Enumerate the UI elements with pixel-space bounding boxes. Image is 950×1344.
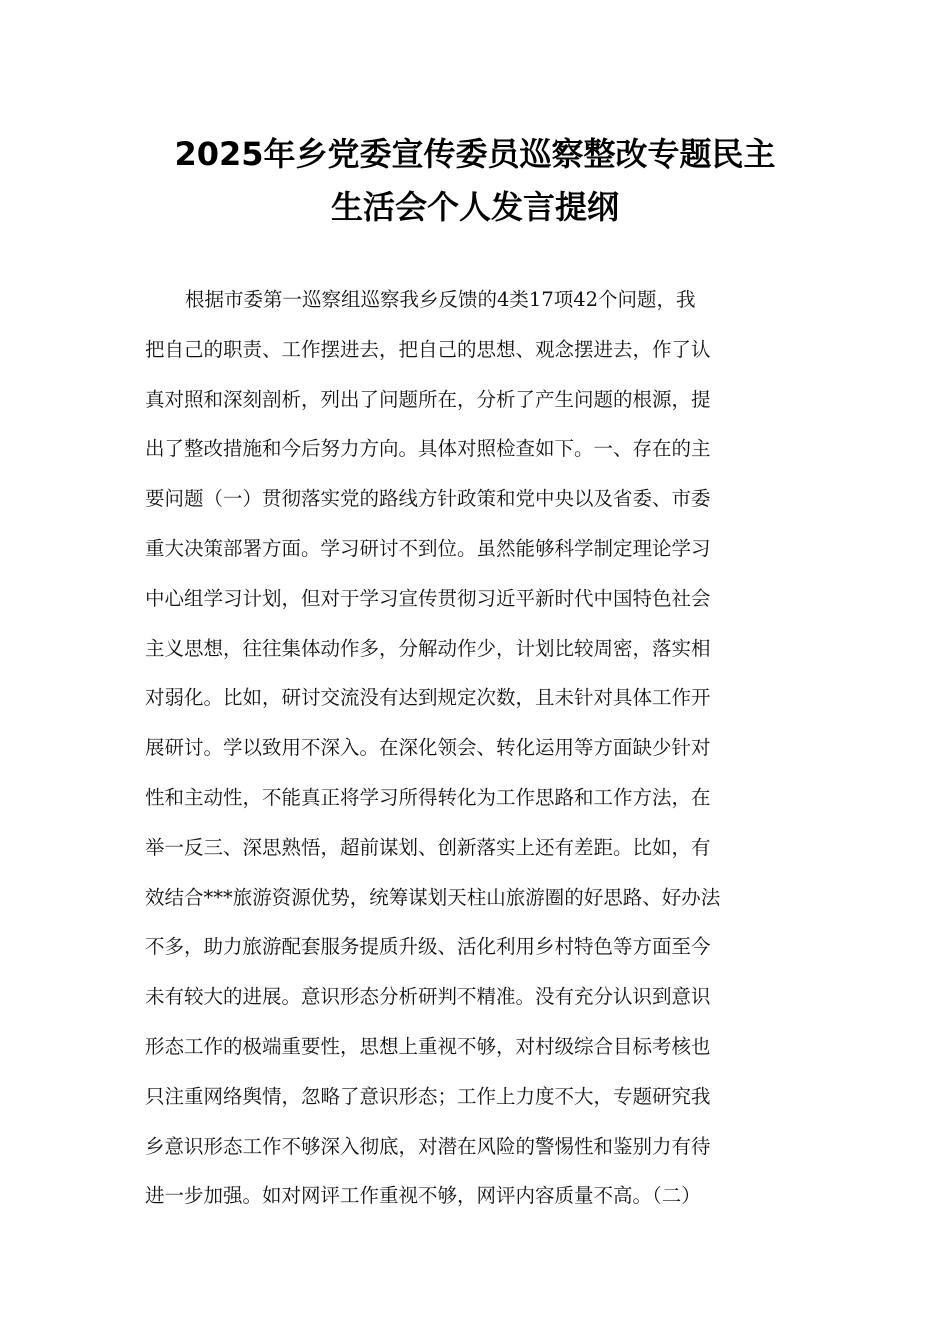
body-line-12: 举一反三、深思熟悟，超前谋划、创新落实上还有差距。比如，有 — [145, 835, 711, 859]
body-line-11: 性和主动性，不能真正将学习所得转化为工作思路和工作方法，在 — [145, 785, 711, 809]
body-line-7: 中心组学习计划，但对于学习宣传贯彻习近平新时代中国特色社会 — [145, 586, 711, 610]
document-title — [120, 128, 830, 234]
document-body — [145, 275, 805, 1221]
body-line-8: 主义思想，往往集体动作多，分解动作少，计划比较周密，落实相 — [145, 636, 711, 660]
body-line-13: 效结合***旅游资源优势，统筹谋划天柱山旅游圈的好思路、好办法 — [145, 885, 721, 909]
body-line-18: 乡意识形态工作不够深入彻底，对潜在风险的警惕性和鉴别力有待 — [145, 1134, 711, 1158]
body-line-15: 未有较大的进展。意识形态分析研判不精准。没有充分认识到意识 — [145, 985, 711, 1009]
body-line-9: 对弱化。比如，研讨交流没有达到规定次数，且未针对具体工作开 — [145, 686, 711, 710]
body-line-19: 进一步加强。如对网评工作重视不够，网评内容质量不高。（二） — [145, 1184, 701, 1208]
body-line-16: 形态工作的极端重要性，思想上重视不够，对村级综合目标考核也 — [145, 1034, 711, 1058]
body-line-14: 不多，助力旅游配套服务提质升级、活化利用乡村特色等方面至今 — [145, 935, 711, 959]
body-line-6: 重大决策部署方面。学习研讨不到位。虽然能够科学制定理论学习 — [145, 536, 711, 560]
body-line-3: 真对照和深刻剖析，列出了问题所在，分析了产生问题的根源，提 — [145, 387, 711, 411]
body-line-5: 要问题（一）贯彻落实党的路线方针政策和党中央以及省委、市委 — [145, 487, 711, 511]
body-line-1: 根据市委第一巡察组巡察我乡反馈的4类17项42个问题，我 — [185, 288, 696, 311]
title-line-1: 2025年乡党委宣传委员巡察整改专题民主 — [174, 135, 776, 173]
body-line-10: 展研讨。学以致用不深入。在深化领会、转化运用等方面缺少针对 — [145, 736, 711, 760]
body-line-4: 出了整改措施和今后努力方向。具体对照检查如下。一、存在的主 — [145, 437, 711, 461]
body-line-17: 只注重网络舆情，忽略了意识形态；工作上力度不大，专题研究我 — [145, 1084, 711, 1108]
title-line-2: 生活会个人发言提纲 — [330, 188, 619, 226]
body-line-2: 把自己的职责、工作摆进去，把自己的思想、观念摆进去，作了认 — [145, 337, 711, 361]
